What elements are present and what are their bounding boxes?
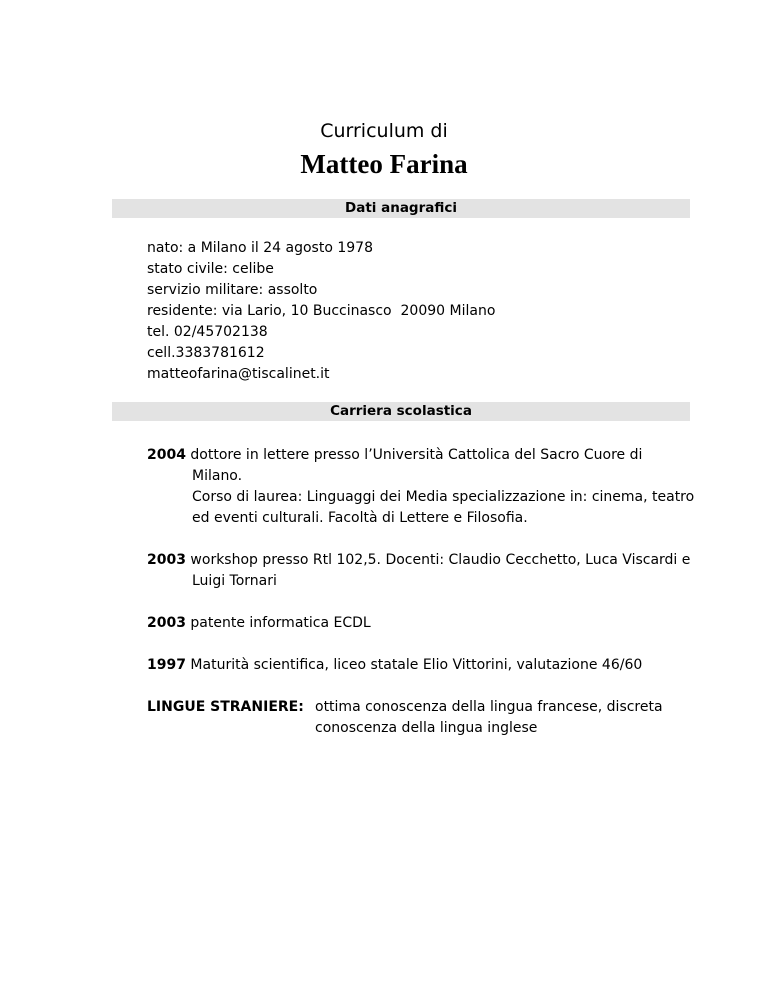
education-year: 1997 bbox=[147, 657, 186, 673]
education-description: workshop presso Rtl 102,5. Docenti: Claudio Cecchetto, Luca Viscardi e bbox=[190, 552, 691, 568]
languages-label: LINGUE STRANIERE: bbox=[147, 699, 304, 715]
personal-info-block bbox=[147, 238, 495, 385]
education-year: 2003 bbox=[147, 615, 186, 631]
personal-info-line: stato civile: celibe bbox=[147, 261, 274, 277]
education-continuation: Luigi Tornari bbox=[192, 573, 277, 589]
education-continuation: Corso di laurea: Linguaggi dei Media specializzazione in: cinema, teatro bbox=[192, 489, 695, 505]
section-header-education: Carriera scolastica bbox=[112, 402, 690, 421]
cv-name: Matteo Farina bbox=[300, 149, 468, 179]
languages-line: conoscenza della lingua inglese bbox=[315, 720, 538, 736]
personal-info-line: servizio militare: assolto bbox=[147, 282, 318, 298]
education-year: 2003 bbox=[147, 552, 186, 568]
personal-info-line: matteofarina@tiscalinet.it bbox=[147, 366, 330, 382]
education-description: dottore in lettere presso l’Università Cattolica del Sacro Cuore di bbox=[190, 447, 643, 463]
education-continuation: ed eventi culturali. Facoltà di Lettere e Filosofia. bbox=[192, 510, 528, 526]
education-entry bbox=[147, 445, 707, 529]
cv-subtitle: Curriculum di bbox=[320, 120, 448, 142]
education-continuation: Milano. bbox=[192, 468, 243, 484]
education-description: patente informatica ECDL bbox=[190, 615, 371, 631]
education-year: 2004 bbox=[147, 447, 186, 463]
languages-line: ottima conoscenza della lingua francese, discreta bbox=[315, 699, 663, 715]
languages-text bbox=[315, 697, 695, 739]
section-header-personal: Dati anagrafici bbox=[112, 199, 690, 218]
education-entry bbox=[147, 655, 707, 676]
personal-info-line: nato: a Milano il 24 agosto 1978 bbox=[147, 240, 373, 256]
cv-header bbox=[0, 116, 768, 182]
education-entry bbox=[147, 550, 707, 592]
education-entry bbox=[147, 613, 707, 634]
personal-info-line: tel. 02/45702138 bbox=[147, 324, 268, 340]
education-description: Maturità scientifica, liceo statale Elio Vittorini, valutazione 46/60 bbox=[190, 657, 643, 673]
personal-info-line: cell.3383781612 bbox=[147, 345, 265, 361]
personal-info-line: residente: via Lario, 10 Buccinasco 20090 Milano bbox=[147, 303, 496, 319]
